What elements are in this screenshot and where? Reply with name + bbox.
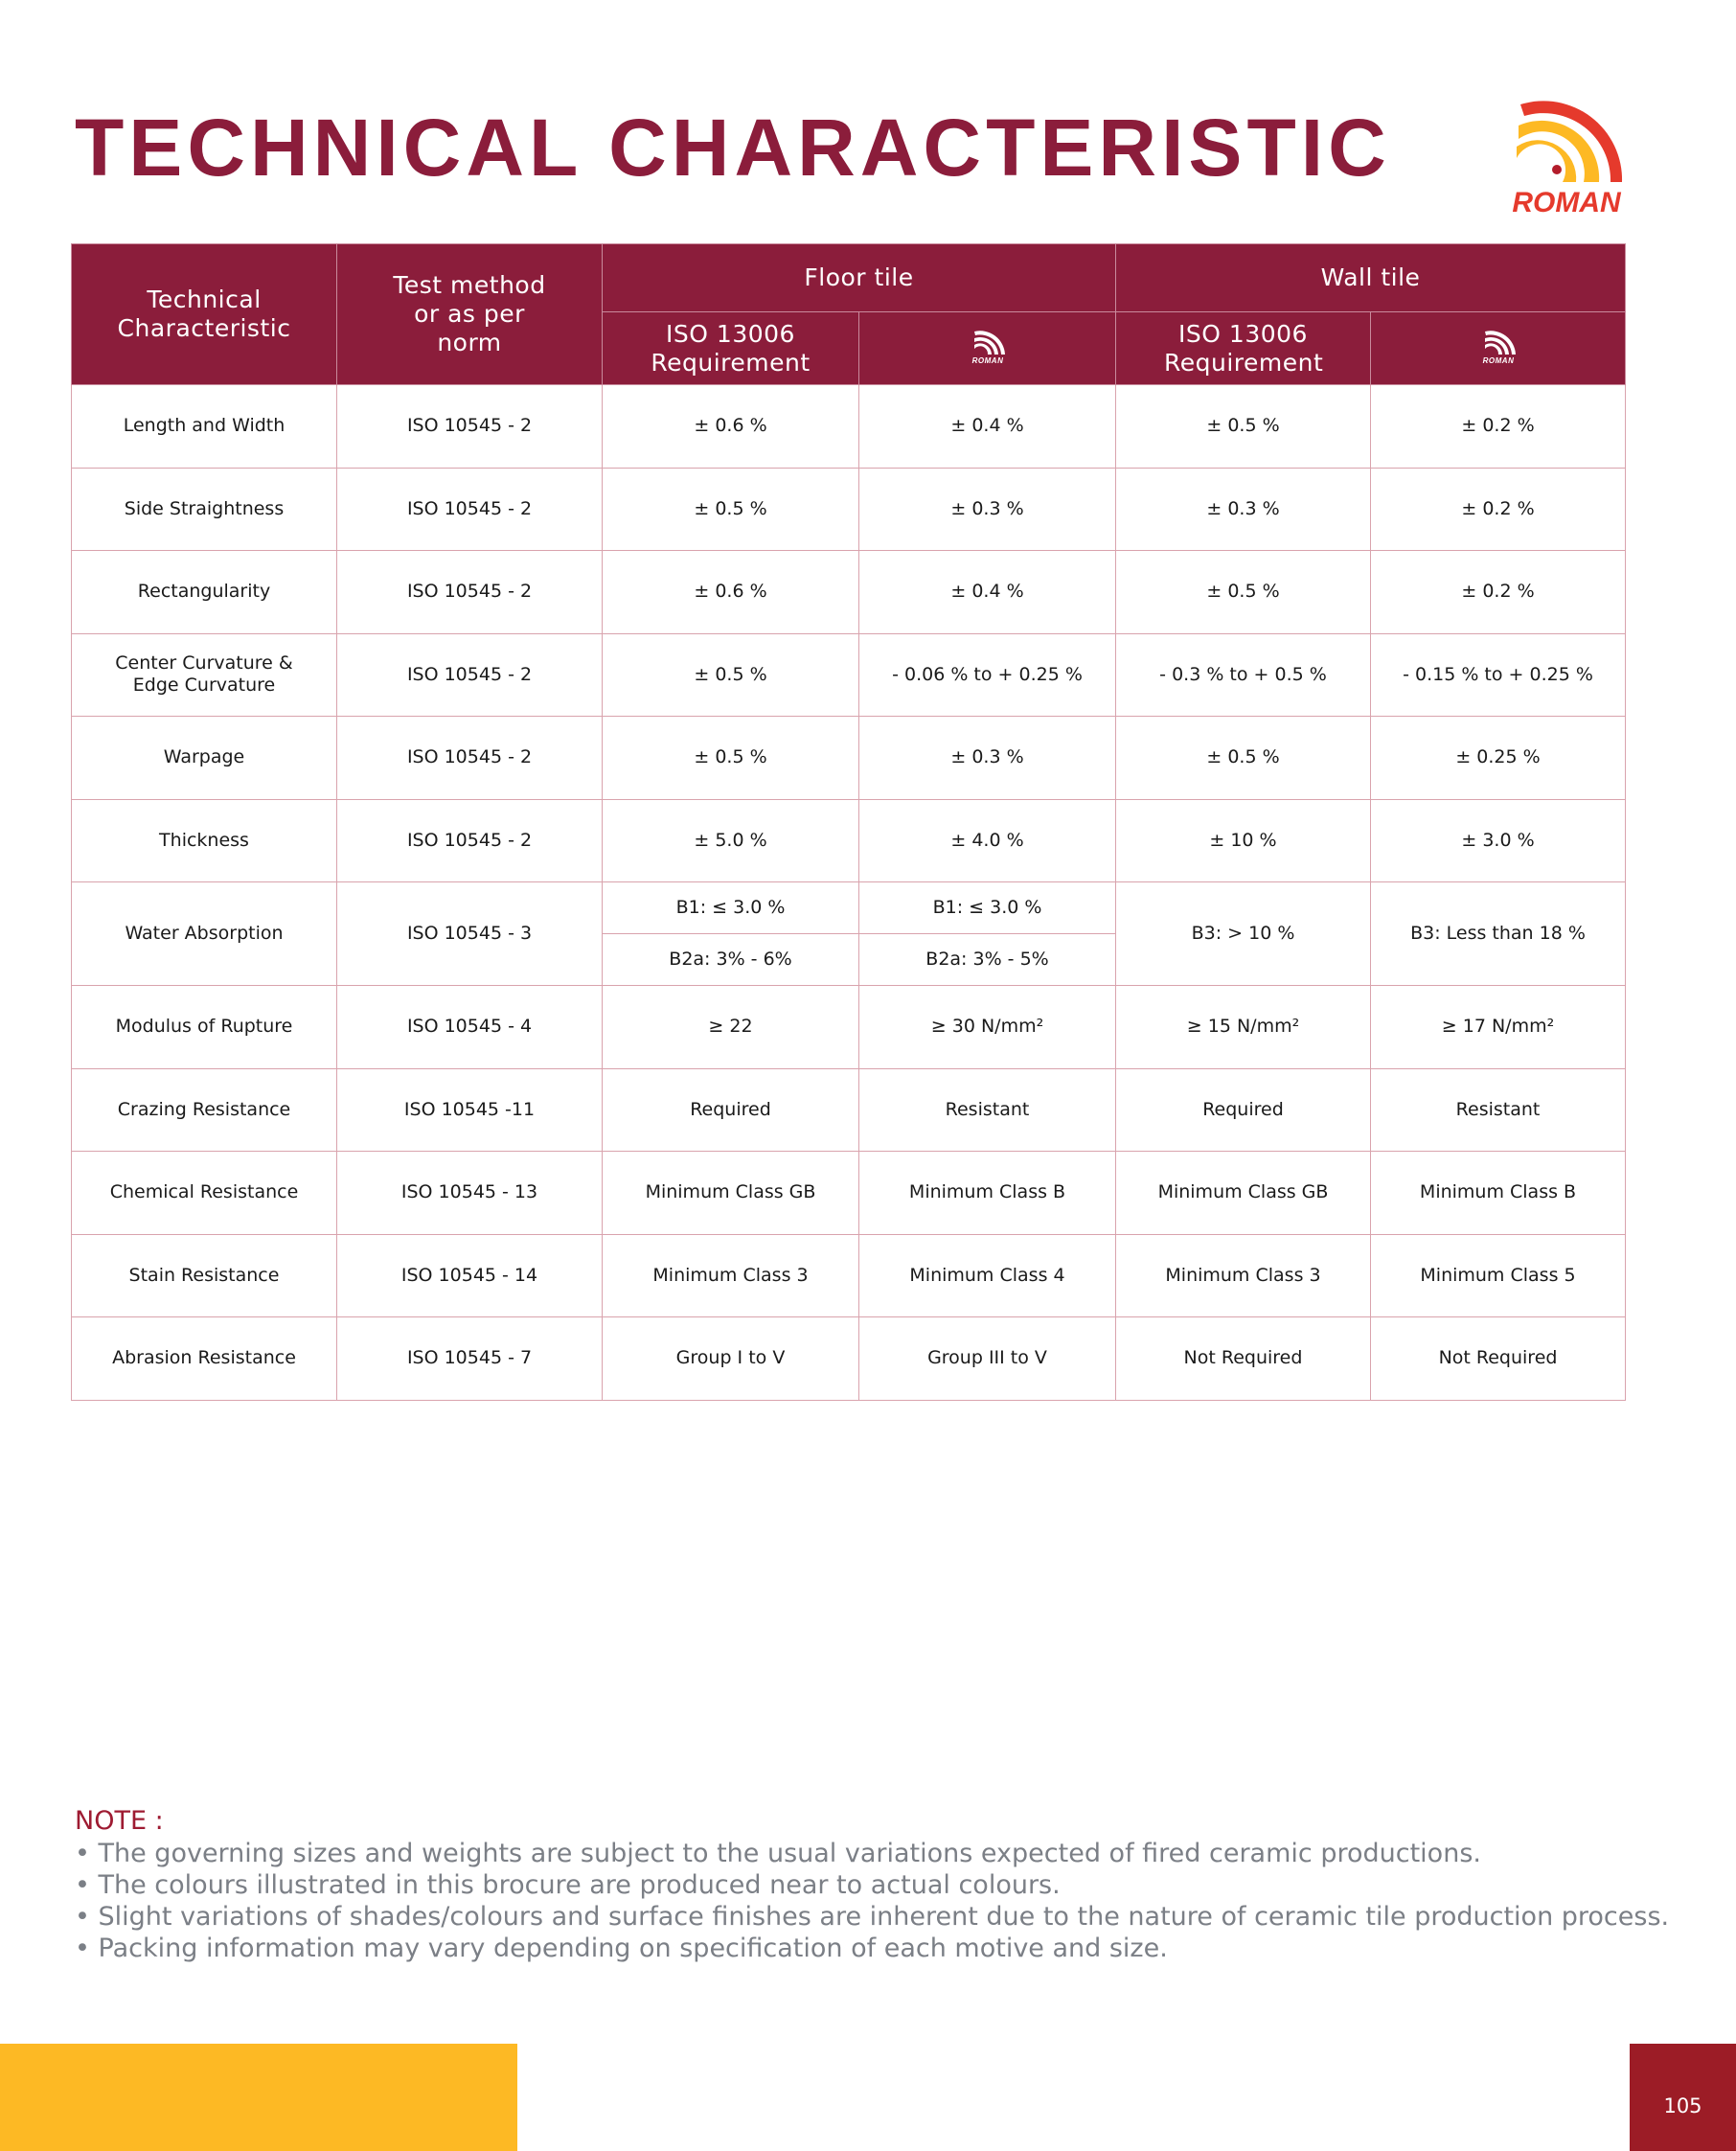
wall-roman-value: ≥ 17 N/mm²: [1371, 986, 1626, 1069]
table-row: [72, 385, 1626, 469]
floor-iso-value: ± 0.5 %: [603, 633, 859, 717]
roman-logo-icon: [967, 326, 1009, 364]
note-line: • Slight variations of shades/colours and surface finishes are inherent due to the nature of ceramic tile production process.: [75, 1902, 1670, 1932]
wall-iso-value: ± 0.5 %: [1116, 717, 1371, 800]
table-row: [72, 799, 1626, 882]
row-name: Side Straightness: [72, 468, 337, 551]
wall-roman-value: Minimum Class 5: [1371, 1234, 1626, 1317]
row-method: ISO 10545 - 13: [337, 1152, 603, 1235]
svg-text:ROMAN: ROMAN: [971, 356, 1003, 364]
table-row: [72, 1152, 1626, 1235]
page-title: TECHNICAL CHARACTERISTIC: [75, 103, 1391, 193]
wall-iso-value: ± 0.3 %: [1116, 468, 1371, 551]
wall-roman-value: ± 0.25 %: [1371, 717, 1626, 800]
svg-text:ROMAN: ROMAN: [1512, 187, 1621, 216]
row-method: ISO 10545 - 4: [337, 986, 603, 1069]
wall-iso-value: Minimum Class 3: [1116, 1234, 1371, 1317]
header-floor-roman: [859, 312, 1116, 385]
header-wall-roman: [1371, 312, 1626, 385]
svg-text:ROMAN: ROMAN: [1482, 356, 1514, 364]
wall-roman-value: B3: Less than 18 %: [1371, 882, 1626, 986]
row-method: ISO 10545 - 2: [337, 468, 603, 551]
note-line: • Packing information may vary depending on specification of each motive and size.: [75, 1934, 1168, 1963]
floor-roman-value: Group III to V: [859, 1317, 1116, 1401]
floor-iso-value: Minimum Class 3: [603, 1234, 859, 1317]
header-floor-iso: ISO 13006 Requirement: [603, 312, 859, 385]
row-name: Stain Resistance: [72, 1234, 337, 1317]
floor-iso-value: ± 0.6 %: [603, 385, 859, 469]
page-number: 105: [1663, 2094, 1702, 2117]
floor-roman-value: ± 0.4 %: [859, 385, 1116, 469]
row-method: ISO 10545 - 2: [337, 799, 603, 882]
note-line: • The colours illustrated in this brocure are produced near to actual colours.: [75, 1870, 1061, 1900]
row-name: Rectangularity: [72, 551, 337, 634]
technical-table: [71, 243, 1626, 1401]
floor-roman-value: ± 0.3 %: [859, 717, 1116, 800]
wall-roman-value: ± 0.2 %: [1371, 468, 1626, 551]
row-method: ISO 10545 - 2: [337, 551, 603, 634]
row-name: Length and Width: [72, 385, 337, 469]
floor-iso-value: Group I to V: [603, 1317, 859, 1401]
floor-roman-value: ± 0.4 %: [859, 551, 1116, 634]
table-row: [72, 717, 1626, 800]
row-name: Modulus of Rupture: [72, 986, 337, 1069]
floor-iso-value: Required: [603, 1068, 859, 1152]
floor-iso-value: Minimum Class GB: [603, 1152, 859, 1235]
floor-iso-b2a-value: B2a: 3% - 6%: [603, 934, 859, 986]
wall-iso-value: ± 0.5 %: [1116, 385, 1371, 469]
wall-iso-value: - 0.3 % to + 0.5 %: [1116, 633, 1371, 717]
wall-iso-value: ≥ 15 N/mm²: [1116, 986, 1371, 1069]
header-wall-tile: Wall tile: [1116, 244, 1626, 312]
wall-roman-value: ± 0.2 %: [1371, 385, 1626, 469]
row-method: ISO 10545 - 2: [337, 633, 603, 717]
floor-iso-value: ± 0.5 %: [603, 717, 859, 800]
wall-iso-value: ± 10 %: [1116, 799, 1371, 882]
row-name: Water Absorption: [72, 882, 337, 986]
table-row: [72, 1317, 1626, 1401]
floor-iso-b1-value: B1: ≤ 3.0 %: [603, 882, 859, 934]
table-row-water-absorption: [72, 882, 1626, 934]
wall-roman-value: ± 3.0 %: [1371, 799, 1626, 882]
wall-iso-value: Not Required: [1116, 1317, 1371, 1401]
row-method: ISO 10545 - 7: [337, 1317, 603, 1401]
wall-roman-value: Resistant: [1371, 1068, 1626, 1152]
notes-heading: NOTE :: [75, 1806, 164, 1836]
header-floor-tile: Floor tile: [603, 244, 1116, 312]
floor-roman-b1-value: B1: ≤ 3.0 %: [859, 882, 1116, 934]
floor-iso-value: ≥ 22: [603, 986, 859, 1069]
notes-section: [75, 1805, 1669, 1964]
floor-iso-value: ± 0.5 %: [603, 468, 859, 551]
table-row: [72, 633, 1626, 717]
row-name: Warpage: [72, 717, 337, 800]
row-name: Center Curvature & Edge Curvature: [72, 633, 337, 717]
table-row: [72, 1234, 1626, 1317]
floor-roman-value: Minimum Class B: [859, 1152, 1116, 1235]
table-row: [72, 551, 1626, 634]
floor-iso-value: ± 5.0 %: [603, 799, 859, 882]
note-line: • The governing sizes and weights are subject to the usual variations expected of fired ceramic productions.: [75, 1839, 1481, 1868]
wall-iso-value: Minimum Class GB: [1116, 1152, 1371, 1235]
floor-roman-value: ≥ 30 N/mm²: [859, 986, 1116, 1069]
floor-roman-value: Resistant: [859, 1068, 1116, 1152]
footer-yellow-bar: [0, 2044, 517, 2151]
wall-roman-value: Not Required: [1371, 1317, 1626, 1401]
row-method: ISO 10545 - 3: [337, 882, 603, 986]
floor-roman-value: ± 0.3 %: [859, 468, 1116, 551]
row-method: ISO 10545 -11: [337, 1068, 603, 1152]
wall-roman-value: Minimum Class B: [1371, 1152, 1626, 1235]
floor-iso-value: ± 0.6 %: [603, 551, 859, 634]
header-test-method: Test method or as per norm: [337, 244, 603, 385]
row-name: Abrasion Resistance: [72, 1317, 337, 1401]
table-row: [72, 468, 1626, 551]
roman-logo-icon: [1477, 326, 1519, 364]
row-name: Thickness: [72, 799, 337, 882]
row-name: Crazing Resistance: [72, 1068, 337, 1152]
wall-iso-value: B3: > 10 %: [1116, 882, 1371, 986]
wall-roman-value: - 0.15 % to + 0.25 %: [1371, 633, 1626, 717]
table-row: [72, 986, 1626, 1069]
header-wall-iso: ISO 13006 Requirement: [1116, 312, 1371, 385]
wall-iso-value: ± 0.5 %: [1116, 551, 1371, 634]
roman-logo: [1499, 91, 1633, 216]
row-method: ISO 10545 - 2: [337, 717, 603, 800]
row-name: Chemical Resistance: [72, 1152, 337, 1235]
floor-roman-value: - 0.06 % to + 0.25 %: [859, 633, 1116, 717]
wall-roman-value: ± 0.2 %: [1371, 551, 1626, 634]
floor-roman-value: Minimum Class 4: [859, 1234, 1116, 1317]
wall-iso-value: Required: [1116, 1068, 1371, 1152]
floor-roman-b2a-value: B2a: 3% - 5%: [859, 934, 1116, 986]
row-method: ISO 10545 - 2: [337, 385, 603, 469]
table-row: [72, 1068, 1626, 1152]
floor-roman-value: ± 4.0 %: [859, 799, 1116, 882]
header-technical: Technical Characteristic: [72, 244, 337, 385]
row-method: ISO 10545 - 14: [337, 1234, 603, 1317]
